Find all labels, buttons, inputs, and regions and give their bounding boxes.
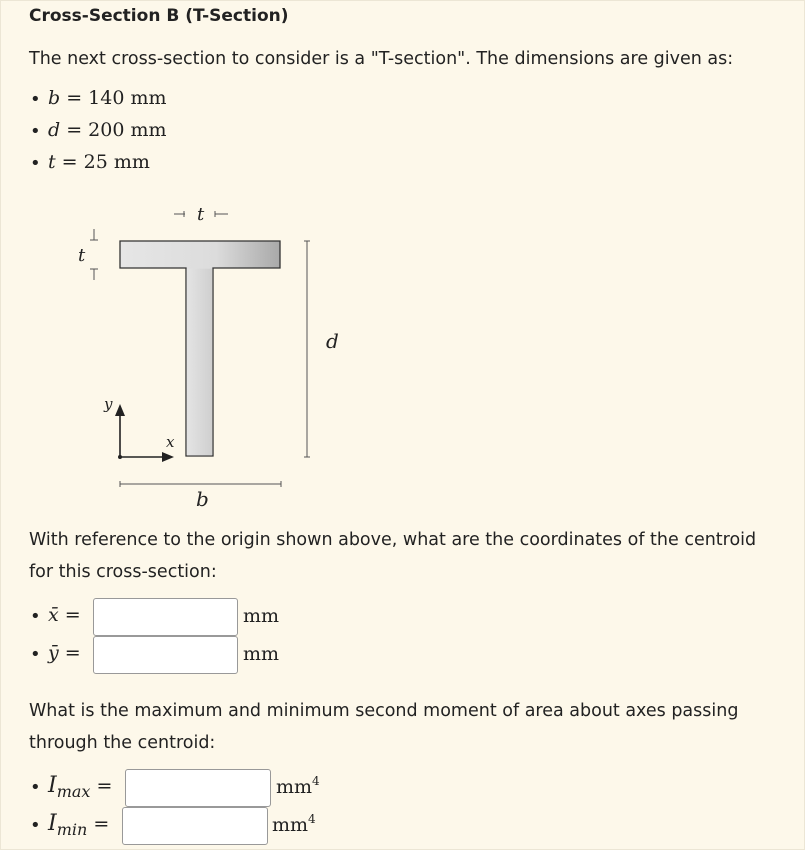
intro-text: The next cross-section to consider is a "T-section". The dimensions are given as: [29,49,734,69]
bullet-dot: • [30,644,41,665]
ybar-label: ȳ = [48,642,81,664]
ybar-unit: mm [243,643,280,665]
section-heading: Cross-Section B (T-Section) [29,6,289,26]
t-web [187,269,213,456]
bullet-dot: • [30,121,41,142]
d-label: d [326,329,339,353]
ybar-input[interactable] [93,636,238,674]
b-label: b [196,487,209,511]
bullet-dot: • [30,815,41,836]
xbar-unit: mm [243,605,280,627]
x-axis-label: x [166,433,175,451]
y-axis-label: y [104,395,113,413]
imax-input[interactable] [125,769,271,807]
xbar-input[interactable] [93,598,238,636]
second-moment-question: What is the maximum and minimum second moment of area about axes passing through the centroid: [29,701,739,753]
dimension-b: b = 140 mm [48,87,167,109]
imax-unit: $mm^4$ [276,774,320,798]
t-top-label: t [197,204,205,225]
t-section-figure [0,195,400,515]
bullet-dot: • [30,606,41,627]
d-dimension [304,241,339,457]
centroid-question: With reference to the origin shown above, what are the coordinates of the centroid for this cross-section: [29,530,757,582]
t-side-dimension [78,229,98,280]
dimension-t: t = 25 mm [48,151,150,173]
xbar-label: x̄ = [48,604,81,626]
bullet-dot: • [30,89,41,110]
imin-input[interactable] [122,807,268,845]
imax-label: $I_{max}$ = [48,773,113,801]
t-side-label: t [78,245,86,266]
imin-label: $I_{min}$ = [48,811,110,839]
bullet-dot: • [30,153,41,174]
imin-unit: $mm^4$ [272,812,316,836]
b-dimension [120,481,281,511]
origin-axes [103,395,175,462]
t-top-dimension [174,204,228,225]
bullet-dot: • [30,777,41,798]
dimension-d: d = 200 mm [48,119,167,141]
